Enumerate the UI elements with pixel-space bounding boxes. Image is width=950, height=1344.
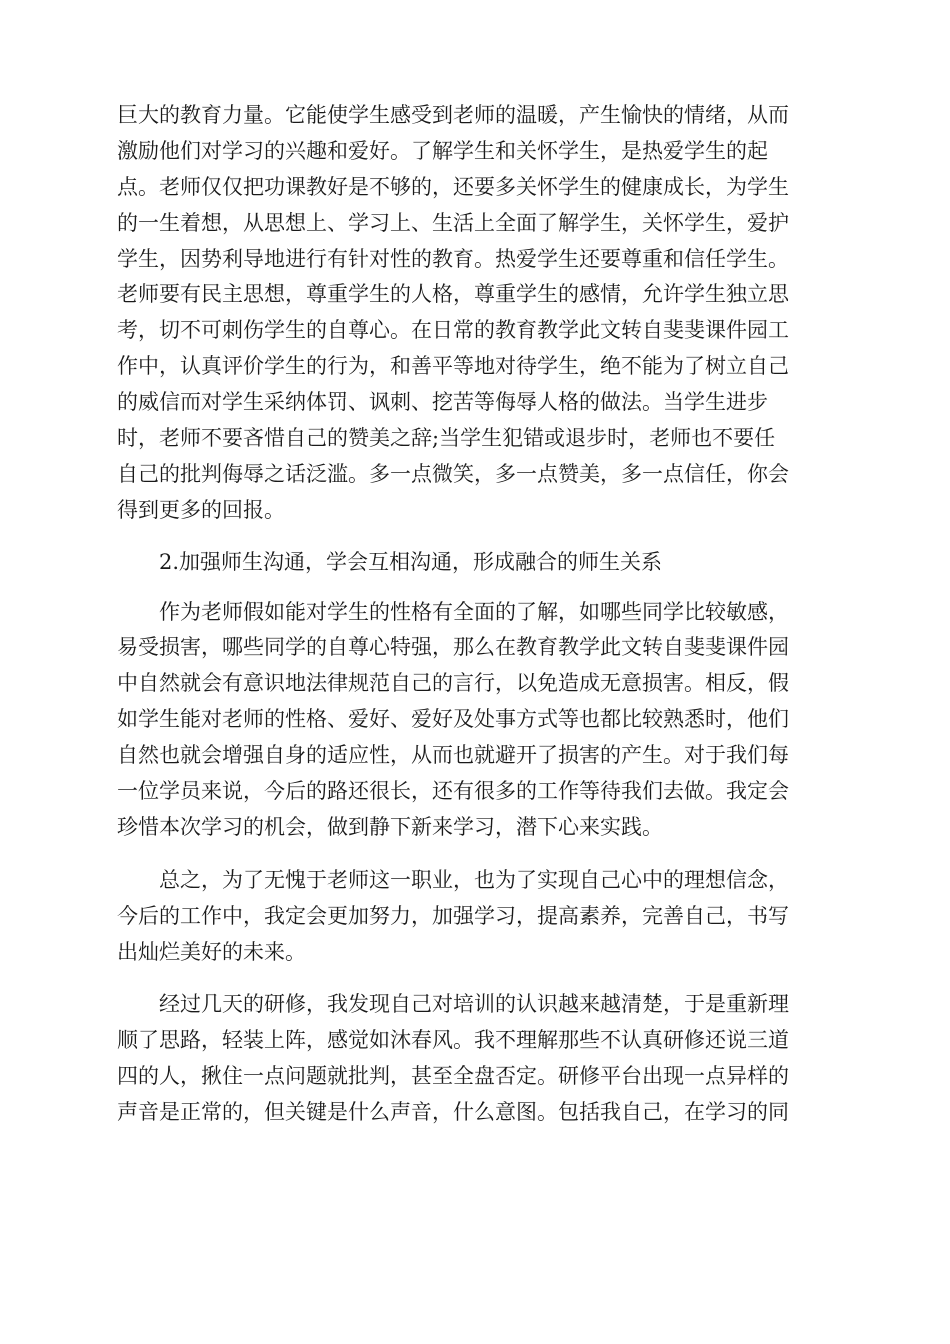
text-line: 时，老师不要吝惜自己的赞美之辞;当学生犯错或退步时，老师也不要任 [117, 426, 776, 451]
text-line: 四的人，揪住一点问题就批判，甚至全盘否定。研修平台出现一点异样的 [117, 1064, 789, 1089]
text-line: 出灿烂美好的未来。 [117, 939, 306, 964]
text-line: 珍惜本次学习的机会，做到静下新来学习，潜下心来实践。 [117, 814, 663, 839]
text-line: 自然也就会增强自身的适应性，从而也就避开了损害的产生。对于我们每 [117, 743, 789, 768]
text-line: 的威信而对学生采纳体罚、讽刺、挖苦等侮辱人格的做法。当学生进步 [117, 390, 768, 415]
text-line: 自己的批判侮辱之话泛滥。多一点微笑，多一点赞美，多一点信任，你会 [117, 461, 789, 486]
text-line: 易受损害，哪些同学的自尊心特强，那么在教育教学此文转自斐斐课件园 [117, 635, 789, 660]
text-line: 声音是正常的，但关键是什么声音，什么意图。包括我自己，在学习的同 [117, 1100, 789, 1125]
text-line: 顺了思路，轻装上阵，感觉如沐春风。我不理解那些不认真研修还说三道 [117, 1028, 789, 1053]
text-line: 巨大的教育力量。它能使学生感受到老师的温暖，产生愉快的情绪，从而 [117, 103, 789, 127]
document-page [117, 98, 833, 1131]
text-line: 的一生着想，从思想上、学习上、生活上全面了解学生，关怀学生，爱护 [117, 210, 789, 235]
text-line: 作中，认真评价学生的行为，和善平等地对待学生，绝不能为了树立自己 [117, 354, 789, 379]
text-line: 如学生能对老师的性格、爱好、爱好及处事方式等也都比较熟悉时，他们 [117, 707, 789, 732]
text-line: 老师要有民主思想，尊重学生的人格，尊重学生的感情，允许学生独立思 [117, 282, 789, 307]
section-heading-communication [117, 545, 833, 581]
text-line: 一位学员来说，今后的路还很长，还有很多的工作等待我们去做。我定会 [117, 779, 789, 804]
text-line: 点。老师仅仅把功课教好是不够的，还要多关怀学生的健康成长，为学生 [117, 174, 789, 199]
text-line: 考，切不可刺伤学生的自尊心。在日常的教育教学此文转自斐斐课件园工 [117, 318, 789, 343]
text-line: 得到更多的回报。 [117, 497, 285, 522]
paragraph-research [117, 987, 833, 1131]
paragraph-understanding [117, 595, 833, 846]
text-line: 总之，为了无愧于老师这一职业，也为了实现自己心中的理想信念， [117, 867, 789, 892]
text-line: 今后的工作中，我定会更加努力，加强学习，提高素养，完善自己，书写 [117, 903, 789, 928]
text-line: 作为老师假如能对学生的性格有全面的了解，如哪些同学比较敏感， [117, 599, 789, 624]
paragraph-teacher-care [117, 98, 833, 529]
text-line: 中自然就会有意识地法律规范自己的言行，以免造成无意损害。相反，假 [117, 671, 789, 696]
text-line: 经过几天的研修，我发现自己对培训的认识越来越清楚，于是重新理 [117, 992, 789, 1017]
heading-line: 2.加强师生沟通，学会互相沟通，形成融合的师生关系 [117, 549, 663, 574]
paragraph-conclusion [117, 863, 833, 971]
text-line: 学生，因势利导地进行有针对性的教育。热爱学生还要尊重和信任学生。 [117, 246, 789, 271]
text-line: 激励他们对学习的兴趣和爱好。了解学生和关怀学生，是热爱学生的起 [117, 138, 768, 163]
